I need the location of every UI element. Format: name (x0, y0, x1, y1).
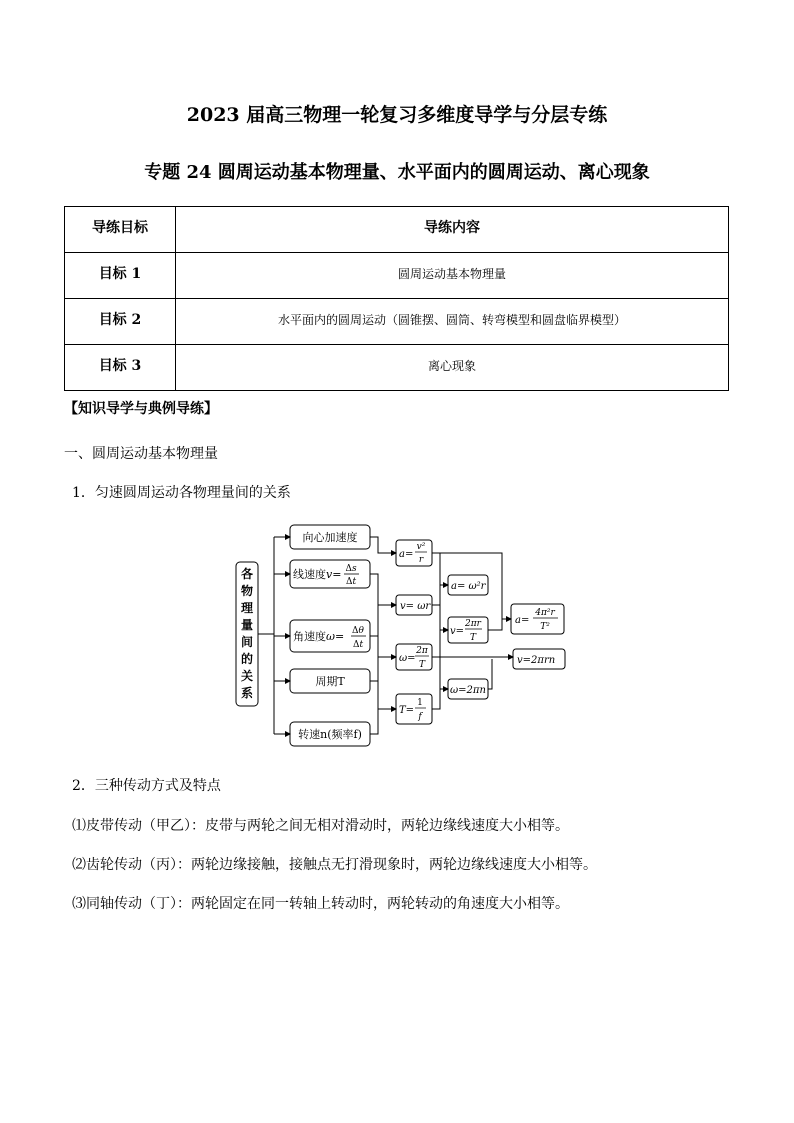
point-coaxial-transmission: ⑶同轴传动（丁）：两轮固定在同一转轴上转动时，两轮转动的角速度大小相等。 (72, 896, 569, 912)
label-char: 量 (240, 618, 254, 632)
document-title: 2023 届高三物理一轮复习多维度导学与分层专练 (186, 104, 608, 126)
label-char: 关 (240, 669, 254, 683)
goals-table (64, 206, 729, 391)
linear-velocity-label: 线速度v= (293, 568, 342, 581)
point-gear-transmission: ⑵齿轮传动（丙）：两轮边缘接触，接触点无打滑现象时，两轮边缘线速度大小相等。 (72, 857, 597, 873)
left-vertical-label (241, 566, 254, 700)
label-char: 的 (240, 652, 254, 666)
svg-text:Δt: Δt (345, 577, 357, 587)
label-char: 各 (240, 567, 254, 581)
svg-text:a= ω²r: a= ω²r (451, 581, 486, 592)
svg-text:a=: a= (399, 549, 414, 560)
svg-text:v= ωr: v= ωr (400, 601, 431, 612)
svg-text:Δs: Δs (345, 564, 357, 574)
rotation-label: 转速n(频率f) (298, 728, 362, 741)
svg-text:1: 1 (417, 698, 423, 708)
label-char: 物 (240, 584, 254, 598)
label-char: 理 (240, 601, 254, 615)
label-char: 间 (240, 635, 254, 649)
svg-text:4π²r: 4π²r (535, 608, 555, 618)
svg-text:ω=2πn: ω=2πn (450, 685, 486, 696)
table-row (65, 253, 729, 299)
svg-text:T: T (418, 660, 426, 670)
period-label: 周期T (315, 675, 345, 688)
svg-text:T=: T= (399, 705, 415, 716)
svg-text:v=2πrn: v=2πrn (517, 655, 556, 666)
table-row (65, 299, 729, 345)
svg-text:T²: T² (540, 622, 550, 632)
svg-text:v²: v² (416, 542, 426, 552)
header-content: 导练内容 (176, 207, 729, 253)
centripetal-label: 向心加速度 (302, 531, 358, 544)
section-heading: 【知识导学与典例导练】 (64, 401, 218, 417)
svg-text:Δθ: Δθ (352, 626, 364, 636)
svg-text:2π: 2π (416, 646, 428, 656)
svg-text:T: T (469, 633, 477, 643)
header-goal: 导练目标 (65, 207, 176, 253)
svg-text:f: f (418, 712, 422, 722)
section-1-heading: 一、圆周运动基本物理量 (64, 446, 218, 462)
goal-cell: 目标 3 (65, 345, 176, 391)
content-cell: 离心现象 (176, 345, 729, 391)
label-char: 系 (240, 686, 254, 700)
svg-text:ω=: ω= (399, 653, 416, 664)
content-cell: 水平面内的圆周运动（圆锥摆、圆筒、转弯模型和圆盘临界模型） (176, 299, 729, 345)
relationship-diagram (228, 516, 578, 752)
svg-text:2πr: 2πr (465, 619, 481, 629)
topic-subtitle: 专题 24 圆周运动基本物理量、水平面内的圆周运动、离心现象 (144, 162, 650, 183)
item-2-heading: 2．三种传动方式及特点 (72, 778, 221, 794)
point-belt-transmission: ⑴皮带传动（甲乙）：皮带与两轮之间无相对滑动时，两轮边缘线速度大小相等。 (72, 818, 569, 834)
svg-text:v=: v= (450, 626, 465, 637)
item-1-heading: 1．匀速圆周运动各物理量间的关系 (72, 485, 291, 501)
svg-text:r: r (418, 555, 424, 565)
svg-text:a=: a= (515, 615, 530, 626)
table-header-row (65, 207, 729, 253)
svg-text:Δt: Δt (352, 640, 364, 650)
content-cell: 圆周运动基本物理量 (176, 253, 729, 299)
goal-cell: 目标 1 (65, 253, 176, 299)
table-row (65, 345, 729, 391)
goal-cell: 目标 2 (65, 299, 176, 345)
angular-velocity-label: 角速度ω= (293, 630, 345, 643)
